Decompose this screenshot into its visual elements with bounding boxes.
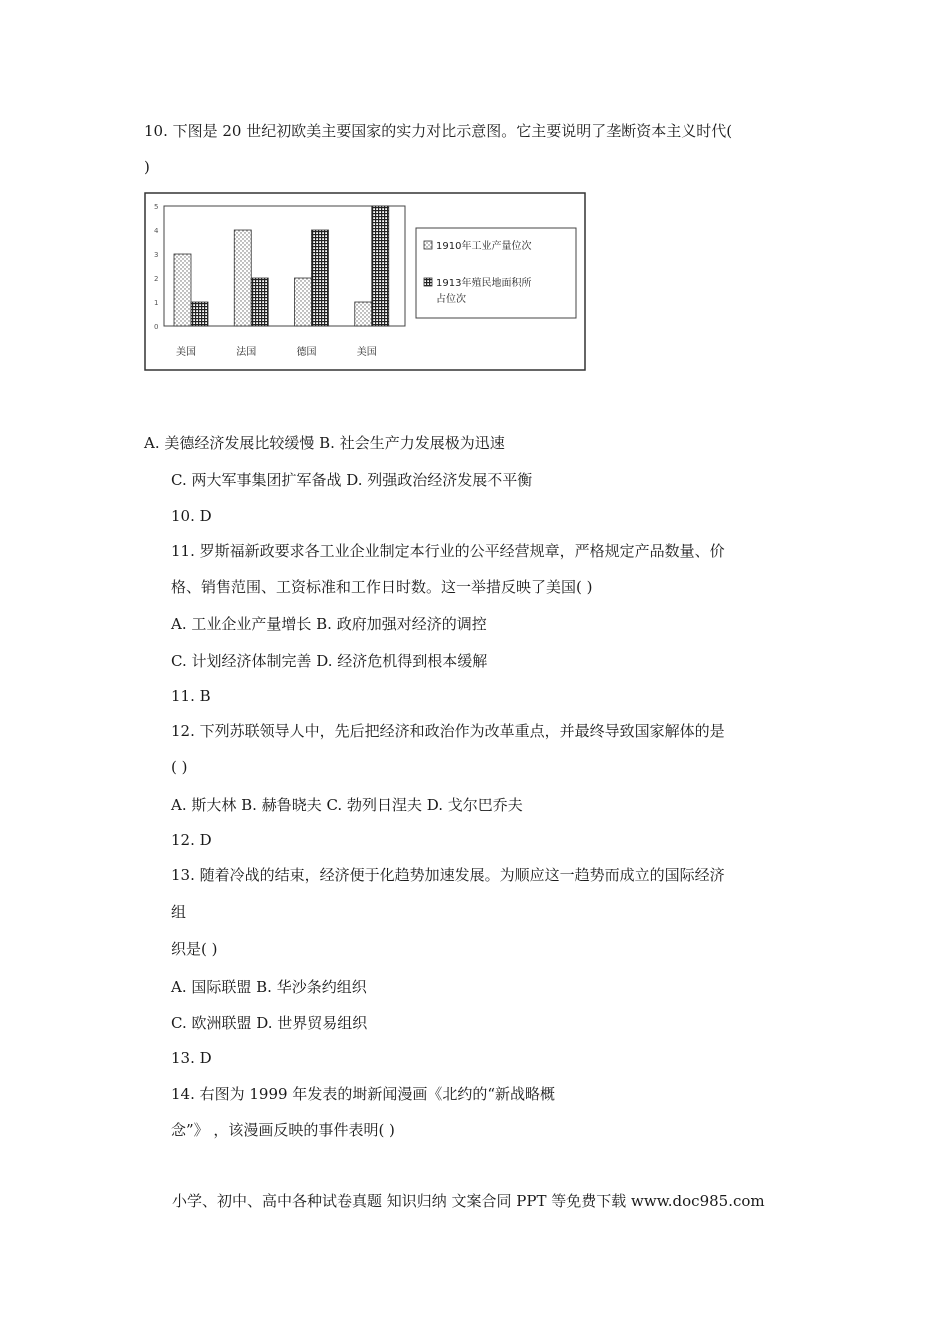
q11-options-cd: C. 计划经济体制完善 D. 经济危机得到根本缓解 bbox=[171, 652, 488, 670]
y-tick-label-2: 2 bbox=[154, 275, 159, 283]
legend-swatch-1910 bbox=[424, 241, 432, 249]
q12-options: A. 斯大林 B. 赫鲁晓夫 C. 勃列日涅夫 D. 戈尔巴乔夫 bbox=[171, 796, 523, 814]
q10-options-ab: A. 美德经济发展比较缓慢 B. 社会生产力发展极为迅速 bbox=[144, 434, 505, 452]
y-tick-label-1: 1 bbox=[154, 299, 159, 307]
bar-series2-cat4 bbox=[372, 206, 389, 326]
q13-options-ab: A. 国际联盟 B. 华沙条约组织 bbox=[171, 978, 367, 996]
category-label-4: 美国 bbox=[356, 347, 377, 358]
y-tick-label-4: 4 bbox=[154, 227, 159, 235]
legend-label-1913-line2: 占位次 bbox=[436, 294, 466, 305]
bar-series2-cat3 bbox=[312, 230, 329, 326]
category-label-2: 法国 bbox=[236, 347, 257, 358]
y-tick-label-3: 3 bbox=[154, 251, 159, 259]
q10-options-cd: C. 两大军事集团扩军备战 D. 列强政治经济发展不平衡 bbox=[171, 471, 533, 489]
q11-answer: 11. B bbox=[171, 687, 211, 705]
bar-series2-cat1 bbox=[191, 302, 208, 326]
bar-series1-cat3 bbox=[295, 278, 312, 326]
q12-stem-line1: 12. 下列苏联领导人中，先后把经济和政治作为改革重点，并最终导致国家解体的是 bbox=[171, 722, 725, 740]
q10-stem-line1: 10. 下图是 20 世纪初欧美主要国家的实力对比示意图。它主要说明了垄断资本主义时代( bbox=[144, 122, 733, 140]
bar-chart bbox=[144, 192, 586, 372]
category-label-3: 德国 bbox=[296, 347, 317, 358]
q11-options-ab: A. 工业企业产量增长 B. 政府加强对经济的调控 bbox=[171, 615, 487, 633]
category-label-1: 美国 bbox=[176, 347, 196, 358]
q14-stem-line1: 14. 右图为 1999 年发表的埘新闻漫画《北约的“新战略概 bbox=[171, 1085, 556, 1103]
q10-stem-line2: ) bbox=[144, 158, 150, 176]
bar-series1-cat2 bbox=[234, 230, 251, 326]
bar-series1-cat4 bbox=[355, 302, 372, 326]
legend-swatch-1913 bbox=[424, 278, 432, 286]
q13-stem-line2: 组 bbox=[171, 903, 187, 921]
q13-stem-line1: 13. 随着冷战的结束，经济便于化趋势加速发展。为顺应这一趋势而成立的国际经济 bbox=[171, 866, 725, 884]
bar-series2-cat2 bbox=[251, 278, 268, 326]
y-tick-label-0: 0 bbox=[154, 323, 159, 331]
q13-options-cd: C. 欧洲联盟 D. 世界贸易组织 bbox=[171, 1014, 368, 1032]
bar-series1-cat1 bbox=[174, 254, 191, 326]
y-tick-label-5: 5 bbox=[154, 203, 159, 211]
q14-stem-line2: 念”》 ，该漫画反映的事件表明( ) bbox=[171, 1121, 395, 1139]
q11-stem-line2: 格、销售范围、工资标准和工作日时数。这一举措反映了美国( ) bbox=[171, 578, 593, 596]
q13-stem-line3: 织是( ) bbox=[171, 940, 218, 958]
q12-answer: 12. D bbox=[171, 831, 212, 849]
footer-download-notice: 小学、初中、高中各种试卷真题 知识归纳 文案合同 PPT 等免费下载 www.doc985.com bbox=[172, 1192, 765, 1210]
q12-stem-line2: ( ) bbox=[171, 758, 188, 776]
q11-stem-line1: 11. 罗斯福新政要求各工业企业制定本行业的公平经营规章，严格规定产品数量、价 bbox=[171, 542, 725, 560]
legend bbox=[416, 228, 576, 318]
q10-answer: 10. D bbox=[171, 507, 212, 525]
q13-answer: 13. D bbox=[171, 1049, 212, 1067]
legend-label-1910: 1910年工业产量位次 bbox=[436, 241, 532, 252]
legend-label-1913-line1: 1913年殖民地面积所 bbox=[436, 278, 532, 289]
